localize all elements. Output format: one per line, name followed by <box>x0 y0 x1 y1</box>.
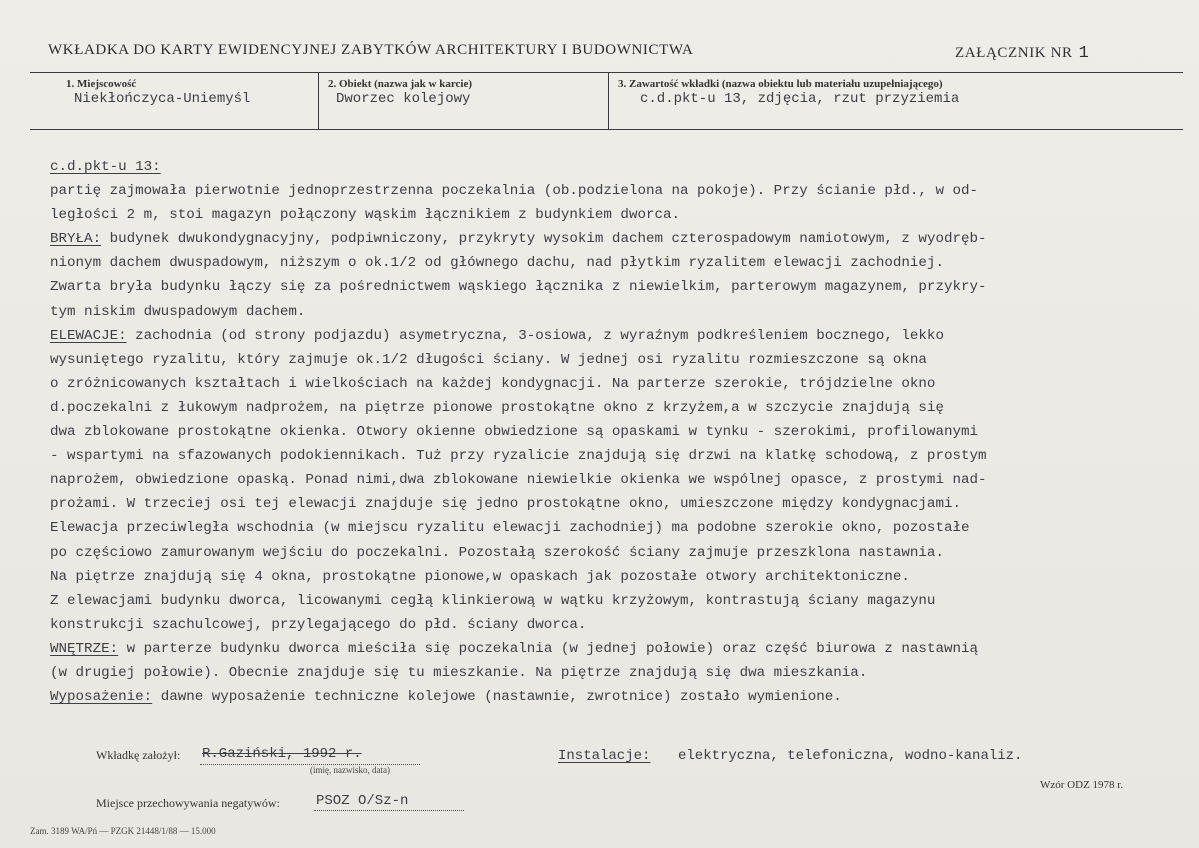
body-heading <box>50 155 1185 179</box>
body-line-text: dawne wyposażenie techniczne kolejowe (nastawnie, zwrotnice) zostało wymienione. <box>160 689 842 706</box>
section-label-wyposazenie: Wyposażenie: <box>50 689 153 706</box>
field-object-label: 2. Obiekt (nazwa jak w karcie) <box>328 78 473 90</box>
body-line: o zróżnicowanych kształtach i wielkościach na każdej kondygnacji. Na parterze szerokie, trójdzielne okno <box>50 375 936 392</box>
body-line: wysuniętego ryzalitu, który zajmuje ok.1/2 długości ściany. W jednej osi ryzalitu rozmieszczone są okna <box>50 351 927 368</box>
header-fields <box>30 72 1183 130</box>
body-line-text: w parterze budynku dworca mieściła się poczekalnia (w jednej połowie) oraz część biurowa z nastawnią <box>126 640 979 657</box>
annex-label-text: ZAŁĄCZNIK NR <box>955 45 1073 61</box>
author-value: R.Gaziński, 1992 r. <box>202 746 362 762</box>
installations-value: elektryczna, telefoniczna, wodno-kanaliz. <box>678 748 1023 764</box>
body-line-text: zachodnia (od strony podjazdu) asymetryczna, 3-osiowa, z wyraźnym podkreśleniem bocznego, lekko <box>135 327 944 344</box>
body-line: Elewacja przeciwległa wschodnia (w miejscu ryzalitu elewacji zachodniej) ma podobne szerokie okno, pozostałe <box>50 520 970 537</box>
annex-label <box>955 44 1089 63</box>
body-line: konstrukcji szachulcowej, przylegającego do płd. ściany dworca. <box>50 616 587 633</box>
body-line <box>50 227 1185 251</box>
body-line: Z elewacjami budynku dworca, licowanymi cegłą klinkierową w wątku krzyżowym, kontrastują ściany magazynu <box>50 592 936 609</box>
body-line <box>50 637 1185 661</box>
field-contents-value: c.d.pkt-u 13, zdjęcia, rzut przyziemia <box>640 91 960 107</box>
body-line: po częściowo zamurowanym wejściu do poczekalni. Pozostałą szerokość ściany zajmuje przeszklona nastawnia. <box>50 544 944 561</box>
document-body <box>50 155 1185 709</box>
body-line-text: budynek dwukondygnacyjny, podpiwniczony, przykryty wysokim dachem czterospadowym namiotowym, z wyodręb- <box>109 231 987 248</box>
body-line: dwa zblokowane prostokątne okienka. Otwory okienne obwiedzione są opaskami w tynku - szerokimi, profilowanymi <box>50 424 979 441</box>
field-contents <box>610 73 1183 129</box>
body-line: naprożem, obwiedzione opaską. Ponad nimi,dwa zblokowane niewielkie okienka we wspólnej opasce, z prostymi nad- <box>50 472 987 489</box>
section-label-elewacje: ELEWACJE: <box>50 327 127 344</box>
author-hint: (imię, nazwisko, data) <box>310 765 390 775</box>
annex-number: 1 <box>1078 44 1090 63</box>
installations-label: Instalacje: <box>558 748 651 764</box>
form-title: WKŁADKA DO KARTY EWIDENCYJNEJ ZABYTKÓW ARCHITEKTURY I BUDOWNICTWA <box>48 42 694 58</box>
body-line: Zwarta bryła budynku łączy się za pośrednictwem wąskiego łącznika z niewielkim, parterowym magazynem, przykry- <box>50 279 987 296</box>
body-heading-text: c.d.pkt-u 13: <box>50 159 161 175</box>
body-line: partię zajmowała pierwotnie jednoprzestrzenna poczekalnia (ob.podzielona na pokoje). Przy ścianie płd., w od- <box>50 183 979 200</box>
author-label: Wkładkę założył: <box>96 748 181 762</box>
body-line: nionym dachem dwuspadowym, niższym o ok.1/2 od głównego dachu, nad płytkim ryzalitem elewacji zachodniej. <box>50 255 944 272</box>
field-contents-label: 3. Zawartość wkładki (nazwa obiektu lub materiału uzupełniającego) <box>618 78 943 90</box>
negatives-dotted-line <box>314 810 464 811</box>
field-object-value: Dworzec kolejowy <box>336 91 471 107</box>
body-line: Na piętrze znajdują się 4 okna, prostokątne pionowe,w opaskach jak pozostałe otwory architektoniczne. <box>50 568 910 585</box>
section-label-wnetrze: WNĘTRZE: <box>50 640 119 657</box>
body-line: (w drugiej połowie). Obecnie znajduje się tu mieszkanie. Na piętrze znajdują się dwa mieszkania. <box>50 664 868 681</box>
body-line: prożami. W trzeciej osi tej elewacji znajduje się jedno prostokątne okno, umieszczone między kondygnacjami. <box>50 496 961 513</box>
field-locality-label: 1. Miejscowość <box>66 78 137 90</box>
field-locality <box>30 73 319 129</box>
body-line: ległości 2 m, stoi magazyn połączony wąskim łącznikiem z budynkiem dworca. <box>50 207 681 224</box>
negatives-value: PSOZ O/Sz-n <box>316 793 409 809</box>
body-line: - wspartymi na sfazowanych podokiennikach. Tuż przy ryzalicie znajdują się drzwi na klatkę schodową, z prostym <box>50 448 987 465</box>
section-label-bryla: BRYŁA: <box>50 231 102 248</box>
field-object <box>320 73 609 129</box>
field-locality-value: Niekłończyca-Uniemyśl <box>74 91 251 107</box>
negatives-label: Miejsce przechowywania negatywów: <box>96 796 280 810</box>
body-line: tym niskim dwuspadowym dachem. <box>50 303 306 320</box>
body-line <box>50 324 1185 348</box>
print-info: Zam. 3189 WA/Pń — PZGK 21448/1/88 — 15.000 <box>30 826 216 836</box>
form-identifier: Wzór ODZ 1978 r. <box>1040 779 1124 791</box>
body-line: d.poczekalni z łukowym nadprożem, na piętrze pionowe prostokątne okno z krzyżem,a w szczycie znajdują się <box>50 399 944 416</box>
body-line <box>50 685 1185 709</box>
